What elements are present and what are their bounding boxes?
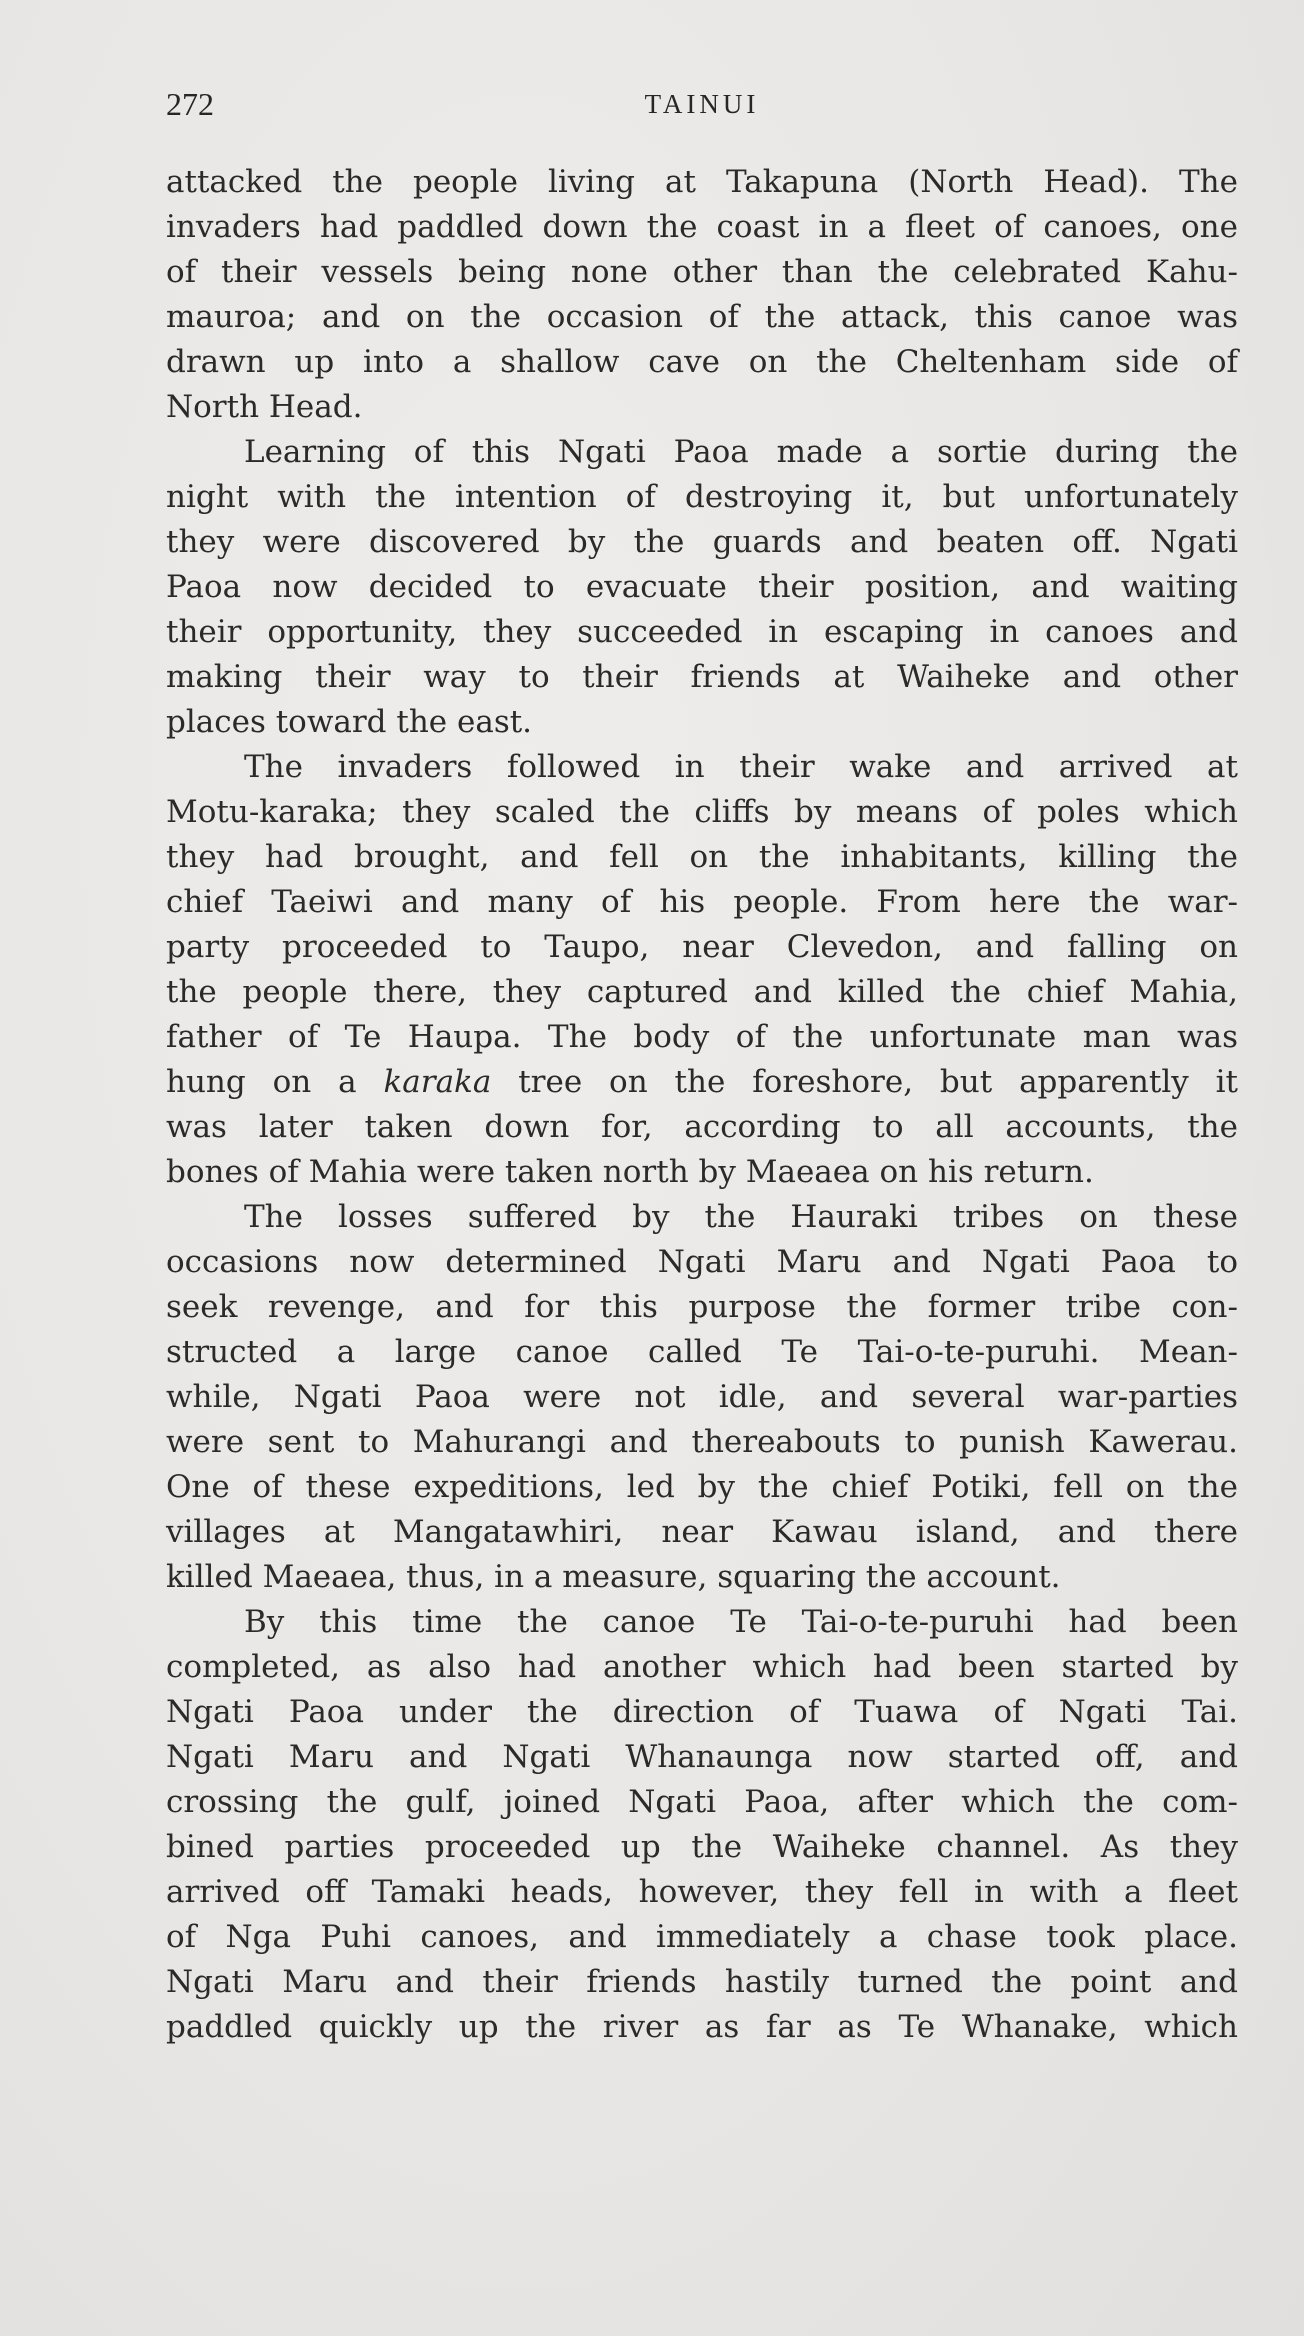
text-line: bones of Mahia were taken north by Maeaea on his return. [166, 1154, 1094, 1190]
text-fragment: hung on a [166, 1064, 384, 1100]
running-head [166, 80, 1238, 128]
paragraph [166, 160, 1238, 430]
text-line: making their way to their friends at Waiheke and other [166, 659, 1238, 695]
text-line: while, Ngati Paoa were not idle, and several war-parties [166, 1379, 1238, 1415]
text-line: of Nga Puhi canoes, and immediately a chase took place. [166, 1919, 1238, 1955]
text-line: villages at Mangatawhiri, near Kawau island, and there [166, 1514, 1238, 1550]
text-line: attacked the people living at Takapuna (North Head). The [166, 164, 1238, 200]
text-line: their opportunity, they succeeded in escaping in canoes and [166, 614, 1238, 650]
text-line: of their vessels being none other than the celebrated Kahu- [166, 254, 1238, 290]
italic-word: karaka [383, 1064, 492, 1100]
text-line: The invaders followed in their wake and arrived at [244, 749, 1238, 785]
text-line: paddled quickly up the river as far as Te Whanake, which [166, 2009, 1238, 2045]
text-line: completed, as also had another which had been started by [166, 1649, 1238, 1685]
paragraph [166, 745, 1238, 1195]
text-line: One of these expeditions, led by the chief Potiki, fell on the [166, 1469, 1238, 1505]
text-line: was later taken down for, according to all accounts, the [166, 1109, 1238, 1145]
text-fragment: tree on the foreshore, but apparently it [491, 1064, 1238, 1100]
paragraph [166, 1195, 1238, 1600]
text-line: Ngati Maru and their friends hastily turned the point and [166, 1964, 1238, 2000]
text-line: North Head. [166, 389, 363, 425]
text-line: night with the intention of destroying it, but unfortunately [166, 479, 1238, 515]
running-title: TAINUI [644, 89, 760, 119]
text-line: father of Te Haupa. The body of the unfortunate man was [166, 1019, 1238, 1055]
text-line: drawn up into a shallow cave on the Cheltenham side of [166, 344, 1238, 380]
text-line: killed Maeaea, thus, in a measure, squaring the account. [166, 1559, 1061, 1595]
text-line: they were discovered by the guards and beaten off. Ngati [166, 524, 1238, 560]
body-text [166, 160, 1238, 2050]
text-line: seek revenge, and for this purpose the former tribe con- [166, 1289, 1238, 1325]
text-line: Learning of this Ngati Paoa made a sortie during the [244, 434, 1238, 470]
text-line: By this time the canoe Te Tai-o-te-puruhi had been [244, 1604, 1238, 1640]
paragraph [166, 430, 1238, 745]
text-line: they had brought, and fell on the inhabitants, killing the [166, 839, 1238, 875]
text-line: were sent to Mahurangi and thereabouts to punish Kawerau. [166, 1424, 1238, 1460]
text-line: party proceeded to Taupo, near Clevedon, and falling on [166, 929, 1238, 965]
text-line: Paoa now decided to evacuate their position, and waiting [166, 569, 1238, 605]
text-line: Ngati Paoa under the direction of Tuawa of Ngati Tai. [166, 1694, 1238, 1730]
text-line: Ngati Maru and Ngati Whanaunga now started off, and [166, 1739, 1238, 1775]
text-line: places toward the east. [166, 704, 533, 740]
text-line: structed a large canoe called Te Tai-o-te-puruhi. Mean- [166, 1334, 1238, 1370]
text-line: occasions now determined Ngati Maru and Ngati Paoa to [166, 1244, 1238, 1280]
text-line: crossing the gulf, joined Ngati Paoa, after which the com- [166, 1784, 1238, 1820]
text-line: the people there, they captured and killed the chief Mahia, [166, 974, 1238, 1010]
text-line: The losses suffered by the Hauraki tribes on these [244, 1199, 1238, 1235]
text-line: chief Taeiwi and many of his people. From here the war- [166, 884, 1238, 920]
text-line: arrived off Tamaki heads, however, they fell in with a fleet [166, 1874, 1238, 1910]
text-line: invaders had paddled down the coast in a fleet of canoes, one [166, 209, 1238, 245]
text-line: mauroa; and on the occasion of the attack, this canoe was [166, 299, 1238, 335]
paragraph [166, 1600, 1238, 2050]
text-line: Motu-karaka; they scaled the cliffs by means of poles which [166, 794, 1238, 830]
page-number: 272 [166, 86, 214, 122]
text-line: bined parties proceeded up the Waiheke channel. As they [166, 1829, 1238, 1865]
text-line-with-italic [166, 1060, 1238, 1105]
